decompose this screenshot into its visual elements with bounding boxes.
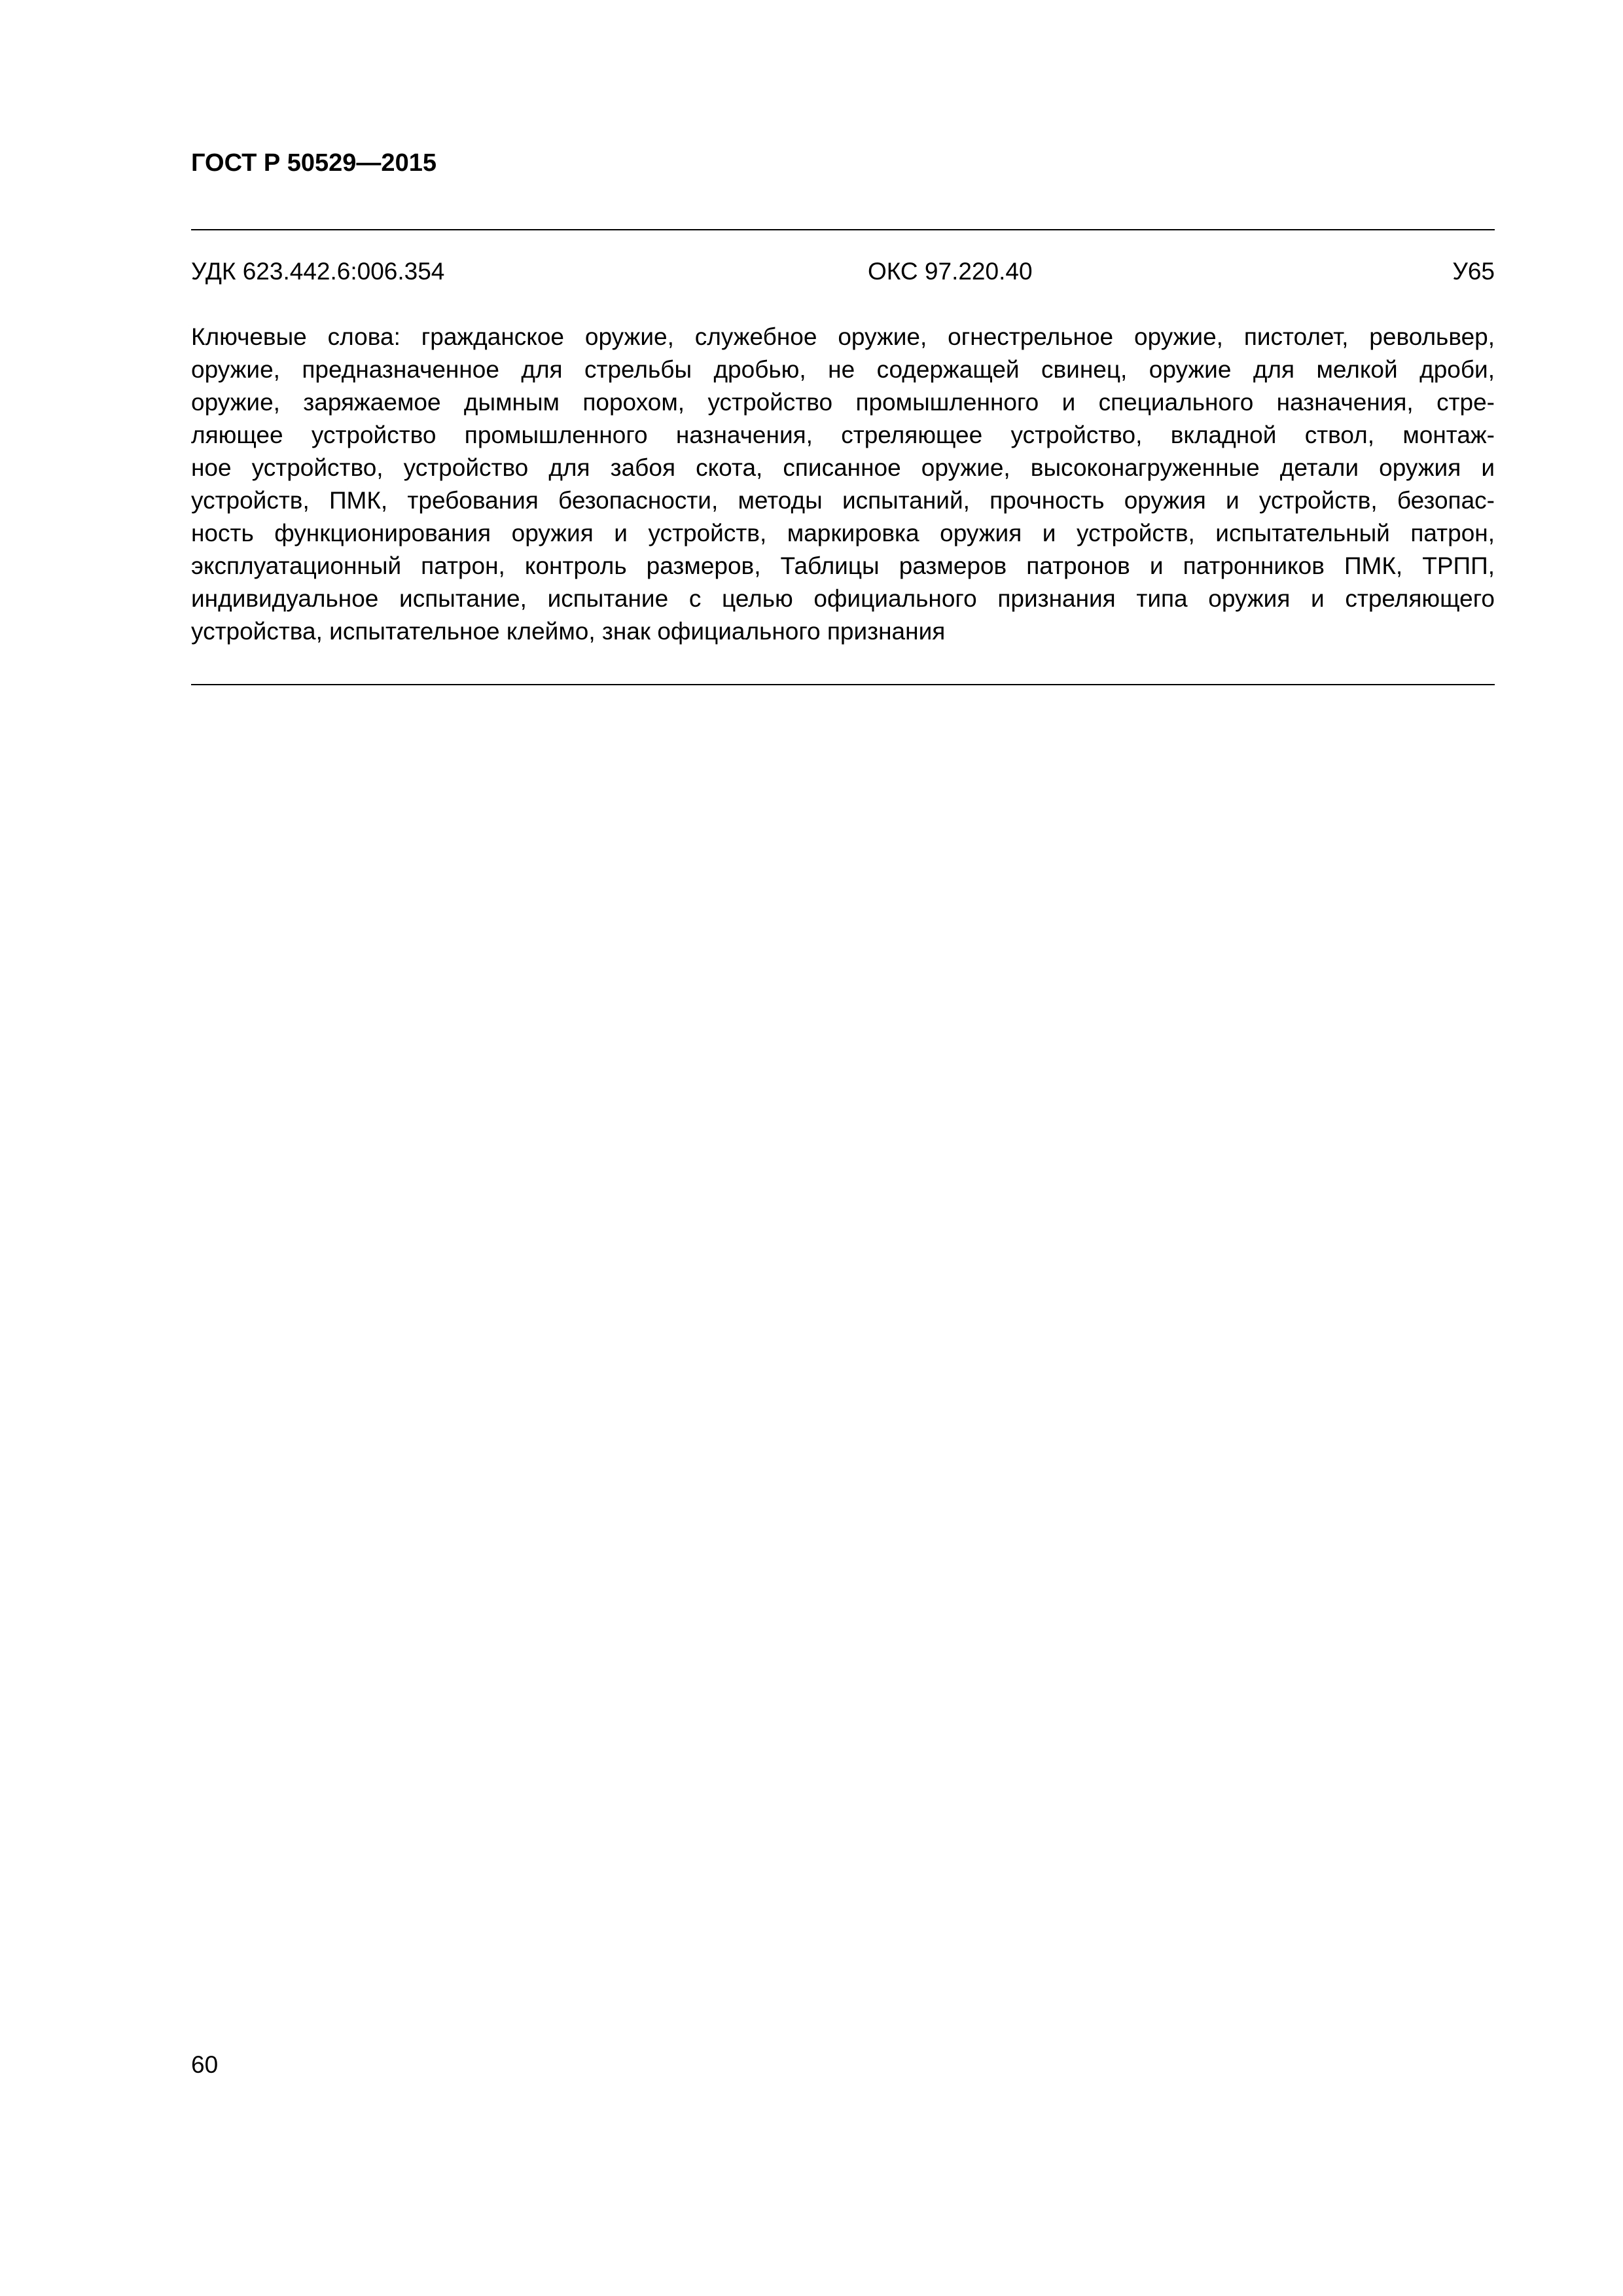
keywords-line: устройства, испытательное клеймо, знак официального признания	[191, 618, 946, 645]
keywords-line: индивидуальное испытание, испытание с целью официального признания типа оружия и стреляющего	[191, 585, 1495, 612]
udk-code: УДК 623.442.6:006.354	[191, 258, 445, 285]
bottom-divider	[191, 684, 1495, 685]
keywords-paragraph	[191, 321, 1495, 648]
keywords-line: эксплуатационный патрон, контроль размеров, Таблицы размеров патронов и патронников ПМК, ТРПП,	[191, 552, 1495, 579]
page-number: 60	[191, 2051, 219, 2078]
category-code: У65	[1452, 258, 1495, 285]
document-code: ГОСТ Р 50529—2015	[191, 149, 437, 177]
keywords-line: ляющее устройство промышленного назначения, стреляющее устройство, вкладной ствол, монтаж-	[191, 422, 1495, 448]
keywords-line: устройств, ПМК, требования безопасности, методы испытаний, прочность оружия и устройств, безопас-	[191, 487, 1495, 514]
keywords-line: оружие, заряжаемое дымным порохом, устройство промышленного и специального назначения, стре-	[191, 389, 1495, 416]
keywords-line: Ключевые слова: гражданское оружие, служебное оружие, огнестрельное оружие, пистолет, револьвер,	[191, 323, 1495, 350]
keywords-line: ность функционирования оружия и устройств, маркировка оружия и устройств, испытательный патрон,	[191, 520, 1495, 547]
keywords-line: оружие, предназначенное для стрельбы дробью, не содержащей свинец, оружие для мелкой дроби,	[191, 356, 1495, 383]
keywords-line: ное устройство, устройство для забоя скота, списанное оружие, высоконагруженные детали оружия и	[191, 454, 1495, 481]
classification-row	[191, 255, 1495, 288]
top-divider	[191, 229, 1495, 230]
oks-code: ОКС 97.220.40	[868, 258, 1033, 285]
